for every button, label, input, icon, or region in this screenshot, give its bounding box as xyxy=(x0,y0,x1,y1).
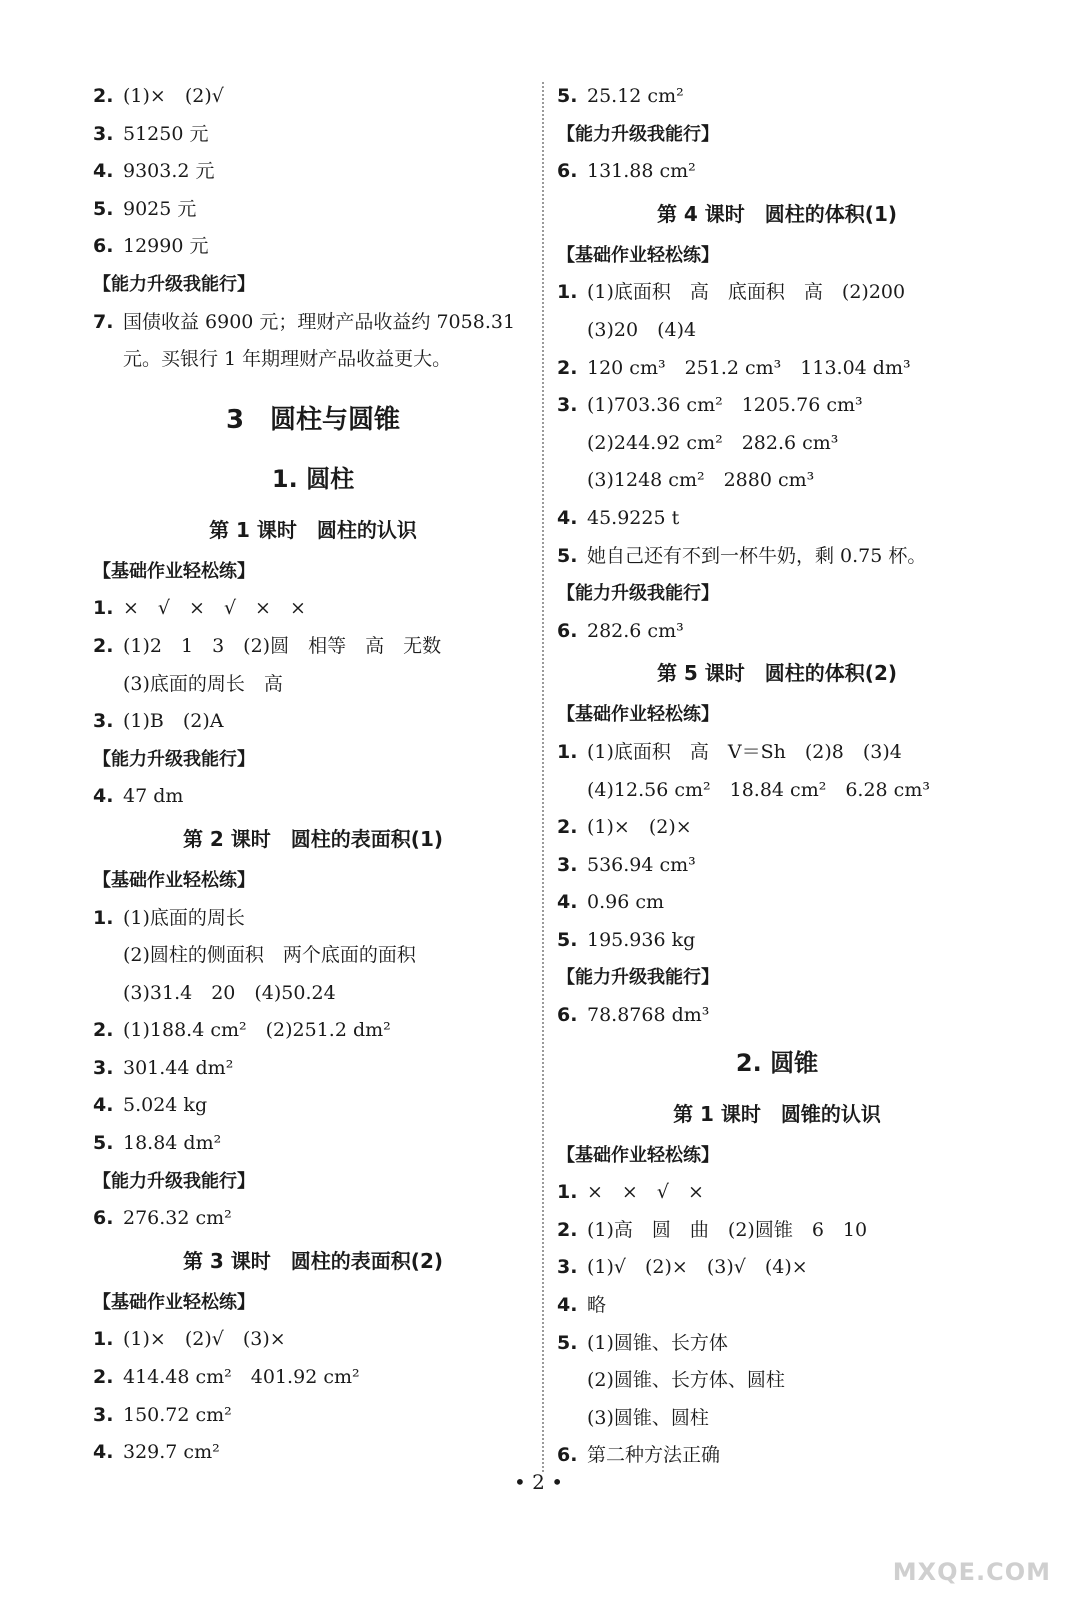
answer-item: 6. 12990 元 xyxy=(93,235,209,258)
answer-continuation: (2)圆柱的侧面积 两个底面的面积 xyxy=(123,944,416,967)
answer-item: 3. (1)√ (2)× (3)√ (4)× xyxy=(557,1256,808,1279)
answer-item: 2. (1)高 圆 曲 (2)圆锥 6 10 xyxy=(557,1218,868,1241)
answer-item: 5. 25.12 cm² xyxy=(557,85,684,107)
basic-section-label: 【基础作业轻松练】 xyxy=(93,869,255,891)
answer-item: 2. 120 cm³ 251.2 cm³ 113.04 dm³ xyxy=(557,356,911,379)
answer-item: 1. (1)底面的周长 xyxy=(93,906,245,929)
unit-title: 3 圆柱与圆锥 xyxy=(225,404,401,435)
lesson-title: 第 4 课时 圆柱的体积(1) xyxy=(656,201,898,226)
answer-item: 4. 0.96 cm xyxy=(557,891,665,914)
answer-item: 3. 51250 元 xyxy=(93,122,209,145)
answer-item: 6. 78.8768 dm³ xyxy=(557,1004,710,1027)
answer-item: 1. × √ × √ × × xyxy=(93,597,306,620)
lesson-title: 第 1 课时 圆柱的认识 xyxy=(209,517,417,542)
answer-continuation: (4)12.56 cm² 18.84 cm² 6.28 cm³ xyxy=(587,778,930,801)
answer-item: 4. 9303.2 元 xyxy=(93,160,215,183)
answer-item: 5. 195.936 kg xyxy=(557,928,696,951)
basic-section-label: 【基础作业轻松练】 xyxy=(557,244,719,266)
page-number: • 2 • xyxy=(513,1470,564,1494)
chapter-title: 2. 圆锥 xyxy=(735,1048,819,1077)
lesson-title: 第 2 课时 圆柱的表面积(1) xyxy=(182,826,444,851)
answer-item: 1. (1)底面积 高 V＝Sh (2)8 (3)4 xyxy=(557,740,902,763)
left-column xyxy=(93,78,533,1472)
lesson-title: 第 3 课时 圆柱的表面积(2) xyxy=(182,1248,444,1273)
answer-item: 2. (1)188.4 cm² (2)251.2 dm² xyxy=(93,1019,391,1042)
answer-item: 4. 略 xyxy=(557,1294,607,1317)
answer-item: 2. 414.48 cm² 401.92 cm² xyxy=(93,1366,360,1389)
answer-item: 4. 45.9225 t xyxy=(557,506,680,529)
answer-item: 7. 国债收益 6900 元；理财产品收益约 7058.31 xyxy=(93,310,516,333)
answer-continuation: (2)244.92 cm² 282.6 cm³ xyxy=(587,431,839,454)
ability-section-label: 【能力升级我能行】 xyxy=(93,748,255,770)
ability-section-label: 【能力升级我能行】 xyxy=(557,583,719,605)
answer-item: 4. 5.024 kg xyxy=(93,1094,208,1117)
answer-continuation: (3)底面的周长 高 xyxy=(123,672,283,695)
answer-item: 2. (1)× (2)√ xyxy=(93,85,224,107)
lesson-title: 第 1 课时 圆锥的认识 xyxy=(673,1101,881,1126)
answer-item: 2. (1)× (2)× xyxy=(557,816,692,839)
answer-item: 4. 329.7 cm² xyxy=(93,1441,220,1464)
basic-section-label: 【基础作业轻松练】 xyxy=(93,560,255,582)
answer-item: 2. (1)2 1 3 (2)圆 相等 高 无数 xyxy=(93,634,442,657)
answer-item: 3. (1)B (2)A xyxy=(93,710,224,733)
basic-section-label: 【基础作业轻松练】 xyxy=(557,704,719,726)
answer-item: 1. (1)底面积 高 底面积 高 (2)200 xyxy=(557,281,906,304)
answer-item: 3. (1)703.36 cm² 1205.76 cm³ xyxy=(557,394,863,417)
answer-item: 6. 第二种方法正确 xyxy=(557,1444,721,1467)
answer-item: 5. 18.84 dm² xyxy=(93,1132,222,1155)
answer-continuation: (3)31.4 20 (4)50.24 xyxy=(123,981,336,1004)
chapter-title: 1. 圆柱 xyxy=(271,464,355,493)
ability-section-label: 【能力升级我能行】 xyxy=(93,1170,255,1192)
answer-item: 6. 131.88 cm² xyxy=(557,160,696,183)
answer-item: 5. 她自己还有不到一杯牛奶，剩 0.75 杯。 xyxy=(557,544,927,567)
answer-item: 3. 150.72 cm² xyxy=(93,1403,232,1426)
watermark: MXQE.COM xyxy=(892,1558,1051,1586)
lesson-title: 第 5 课时 圆柱的体积(2) xyxy=(656,661,898,686)
answer-item: 5. (1)圆锥、长方体 xyxy=(557,1331,728,1354)
answer-item: 6. 282.6 cm³ xyxy=(557,619,684,642)
answer-continuation: (3)20 (4)4 xyxy=(587,318,697,341)
answer-item: 5. 9025 元 xyxy=(93,197,197,220)
right-column xyxy=(557,78,997,1475)
answer-continuation: 元。买银行 1 年期理财产品收益更大。 xyxy=(123,348,452,371)
basic-section-label: 【基础作业轻松练】 xyxy=(93,1291,255,1313)
answer-item: 3. 301.44 dm² xyxy=(93,1056,234,1079)
answer-continuation: (3)圆锥、圆柱 xyxy=(587,1406,709,1429)
answer-item: 4. 47 dm xyxy=(93,785,184,808)
ability-section-label: 【能力升级我能行】 xyxy=(557,123,719,145)
answer-item: 3. 536.94 cm³ xyxy=(557,853,696,876)
answer-item: 1. (1)× (2)√ (3)× xyxy=(93,1328,286,1351)
column-divider xyxy=(542,82,544,1472)
basic-section-label: 【基础作业轻松练】 xyxy=(557,1144,719,1166)
ability-section-label: 【能力升级我能行】 xyxy=(93,273,255,295)
answer-item: 1. × × √ × xyxy=(557,1181,704,1204)
answer-continuation: (2)圆锥、长方体、圆柱 xyxy=(587,1369,785,1392)
answer-continuation: (3)1248 cm² 2880 cm³ xyxy=(587,469,815,492)
ability-section-label: 【能力升级我能行】 xyxy=(557,967,719,989)
answer-item: 6. 276.32 cm² xyxy=(93,1207,232,1230)
